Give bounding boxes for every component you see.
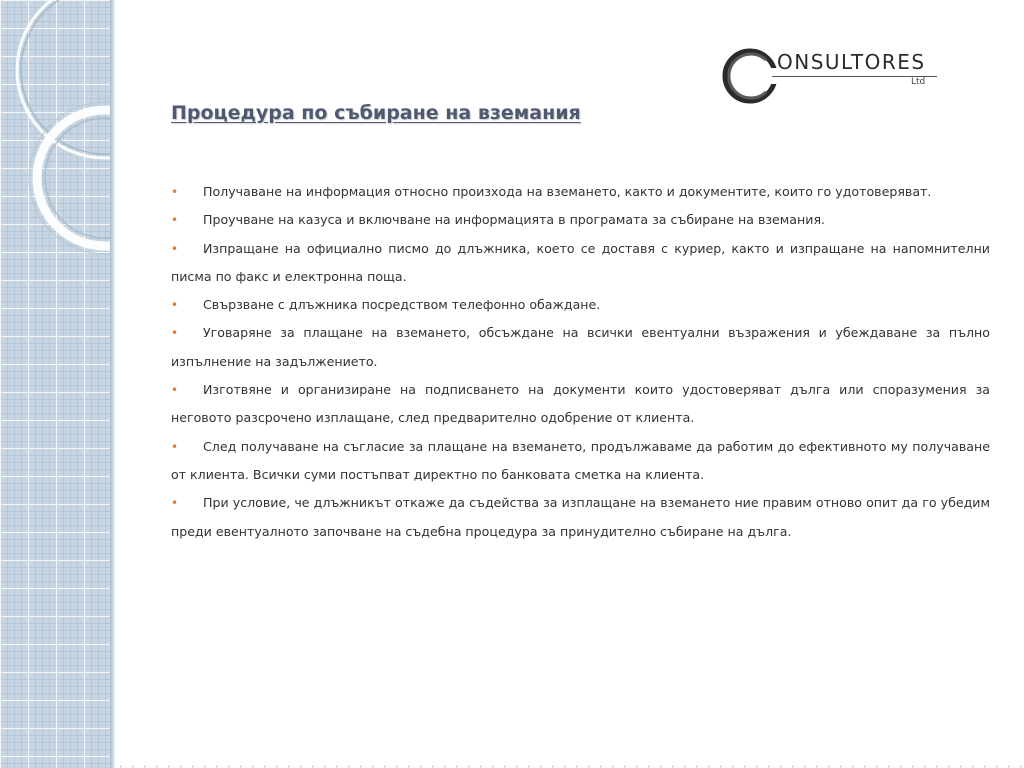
list-item-text: Свързване с длъжника посредством телефонно обаждане. bbox=[203, 297, 601, 313]
page-title: Процедура по събиране на вземания bbox=[171, 102, 581, 124]
list-item-text: При условие, че длъжникът откаже да съдейства за изплащане на вземането ние правим отново опит да го убедим преди евентуалното започване на съдебна процедура за принудително събиране на дълга. bbox=[171, 495, 990, 539]
decorative-circles bbox=[0, 0, 113, 768]
list-item bbox=[171, 489, 990, 546]
list-item bbox=[171, 235, 990, 292]
bullet-icon: • bbox=[171, 213, 179, 228]
decorative-side-panel bbox=[0, 0, 113, 768]
list-item bbox=[171, 319, 990, 376]
company-logo bbox=[722, 48, 942, 108]
list-item-text: Проучване на казуса и включване на информацията в програмата за събиране на вземания. bbox=[203, 212, 826, 228]
list-item-text: Изготвяне и организиране на подписването на документи които удостоверяват дълга или споразумения за неговото разсрочено изплащане, след предварително одобрение от клиента. bbox=[171, 382, 990, 426]
logo-wordmark: ONSULTORES bbox=[777, 50, 926, 74]
procedure-list bbox=[171, 178, 990, 546]
logo-c-mark-icon bbox=[722, 48, 782, 108]
list-item-text: Изпращане на официално писмо до длъжника, което се доставя с куриер, както и изпращане на напомнителни писма по факс и електронна поща. bbox=[171, 240, 990, 284]
list-item bbox=[171, 178, 990, 206]
bullet-icon: • bbox=[171, 439, 179, 454]
bullet-icon: • bbox=[171, 496, 179, 511]
bullet-icon: • bbox=[171, 298, 179, 313]
logo-suffix: Ltd bbox=[911, 77, 926, 87]
list-item-text: Получаване на информация относно произхода на вземането, както и документите, които го удотоверяват. bbox=[203, 184, 932, 199]
list-item bbox=[171, 291, 990, 319]
bullet-icon: • bbox=[171, 241, 179, 256]
bullet-icon: • bbox=[171, 383, 179, 398]
list-item bbox=[171, 433, 990, 490]
list-item bbox=[171, 206, 990, 234]
side-panel-edge bbox=[110, 0, 115, 768]
bullet-icon: • bbox=[171, 326, 179, 341]
bullet-icon: • bbox=[171, 185, 179, 199]
list-item-text: Уговаряне за плащане на вземането, обсъждане на всички евентуални възражения и убеждаване за пълно изпълнение на задължението. bbox=[171, 325, 990, 369]
list-item-text: След получаване на съгласие за плащане на вземането, продължаваме да работим до ефективното му получаване от клиента. Всички суми постъпват директно по банковата сметка на клиента. bbox=[171, 438, 990, 482]
list-item bbox=[171, 376, 990, 433]
